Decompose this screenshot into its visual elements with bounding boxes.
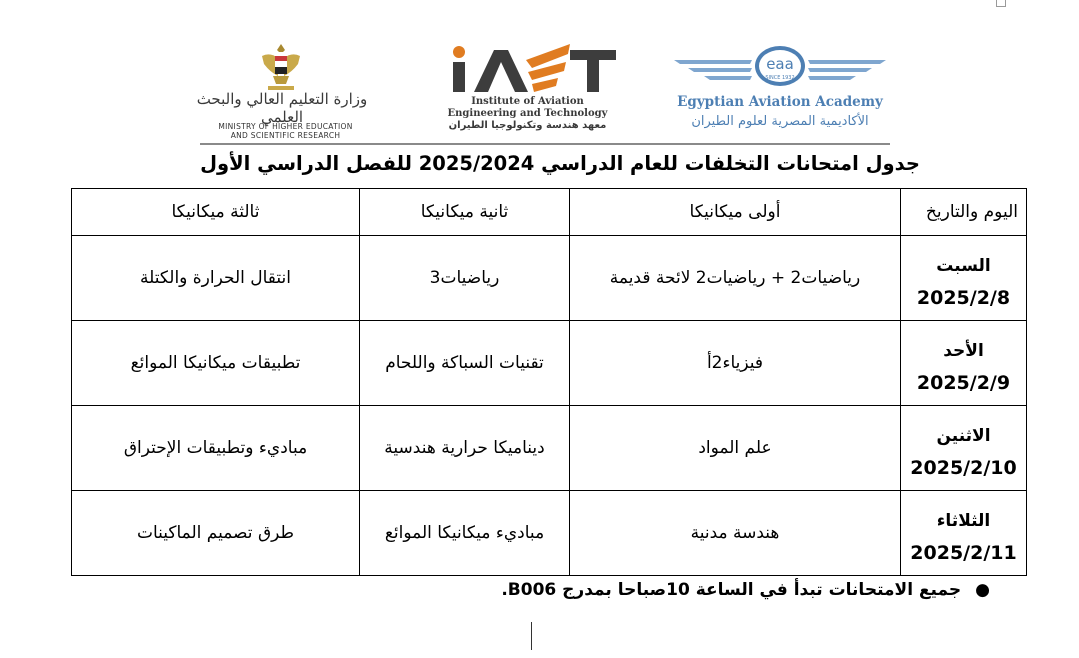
day-name: الأحد — [943, 341, 984, 361]
day-date: 2025/2/10 — [910, 457, 1017, 479]
header-third-year: ثالثة ميكانيكا — [72, 189, 360, 236]
third-year-exam: انتقال الحرارة والكتلة — [72, 236, 360, 321]
table-row — [72, 236, 1027, 321]
institute-name-arabic: معهد هندسة وتكنولوجيا الطيران — [448, 120, 607, 131]
day-cell — [901, 321, 1027, 406]
bullet-icon: ● — [975, 580, 990, 600]
institute-logo — [410, 38, 645, 143]
day-name: الثلاثاء — [936, 511, 991, 531]
day-name: السبت — [936, 256, 991, 276]
eaa-since-text: SINCE 1932 — [765, 75, 795, 81]
first-year-exam: فيزياء2أ — [570, 321, 901, 406]
second-year-exam: مباديء ميكانيكا الموائع — [360, 491, 570, 576]
day-cell — [901, 406, 1027, 491]
first-year-exam: رياضيات2 + رياضيات2 لائحة قديمة — [570, 236, 901, 321]
eaa-badge-text: eaa — [766, 55, 794, 73]
academy-name-arabic: الأكاديمية المصرية لعلوم الطيران — [691, 114, 869, 129]
table-row — [72, 321, 1027, 406]
header-second-year: ثانية ميكانيكا — [360, 189, 570, 236]
day-date: 2025/2/9 — [916, 372, 1011, 394]
header-first-year: أولى ميكانيكا — [570, 189, 901, 236]
academy-logo — [670, 42, 890, 142]
day-cell — [901, 491, 1027, 576]
iaet-wordmark-icon — [448, 40, 618, 96]
institute-name-line2: Engineering and Technology — [447, 108, 608, 119]
ministry-name-english-line1: MINISTRY OF HIGHER EDUCATION — [218, 122, 353, 131]
day-cell — [901, 236, 1027, 321]
page-corner-marker — [996, 0, 1006, 7]
table-row — [72, 406, 1027, 491]
day-name: الاثنين — [936, 426, 991, 446]
header-logos — [170, 38, 890, 146]
third-year-exam: تطبيقات ميكانيكا الموائع — [72, 321, 360, 406]
institute-name-line1: Institute of Aviation — [471, 96, 584, 107]
ministry-name-english — [198, 122, 373, 140]
academy-name-english: Egyptian Aviation Academy — [677, 94, 883, 110]
text-cursor — [531, 622, 532, 650]
header-divider — [200, 143, 890, 145]
exam-schedule-table — [71, 188, 1027, 576]
first-year-exam: علم المواد — [570, 406, 901, 491]
second-year-exam: ديناميكا حرارية هندسية — [360, 406, 570, 491]
second-year-exam: تقنيات السباكة واللحام — [360, 321, 570, 406]
table-header-row — [72, 189, 1027, 236]
ministry-name-english-line2: AND SCIENTIFIC RESEARCH — [230, 131, 341, 140]
ministry-logo — [170, 38, 375, 143]
third-year-exam: مباديء وتطبيقات الإحتراق — [72, 406, 360, 491]
exam-note-text: جميع الامتحانات تبدأ في الساعة 10صباحا بمدرج B006. — [501, 580, 962, 600]
page-title: جدول امتحانات التخلفات للعام الدراسي 2025/2024 للفصل الدراسي الأول — [200, 152, 920, 175]
third-year-exam: طرق تصميم الماكينات — [72, 491, 360, 576]
ministry-name-arabic: وزارة التعليم العالي والبحث العلمي — [196, 90, 368, 126]
day-date: 2025/2/11 — [910, 542, 1017, 564]
eaa-wings-icon — [670, 42, 890, 92]
eagle-emblem-icon — [258, 42, 304, 92]
second-year-exam: رياضيات3 — [360, 236, 570, 321]
day-date: 2025/2/8 — [916, 287, 1011, 309]
exam-note — [470, 580, 990, 600]
header-day-date: اليوم والتاريخ — [901, 189, 1027, 236]
first-year-exam: هندسة مدنية — [570, 491, 901, 576]
table-row — [72, 491, 1027, 576]
